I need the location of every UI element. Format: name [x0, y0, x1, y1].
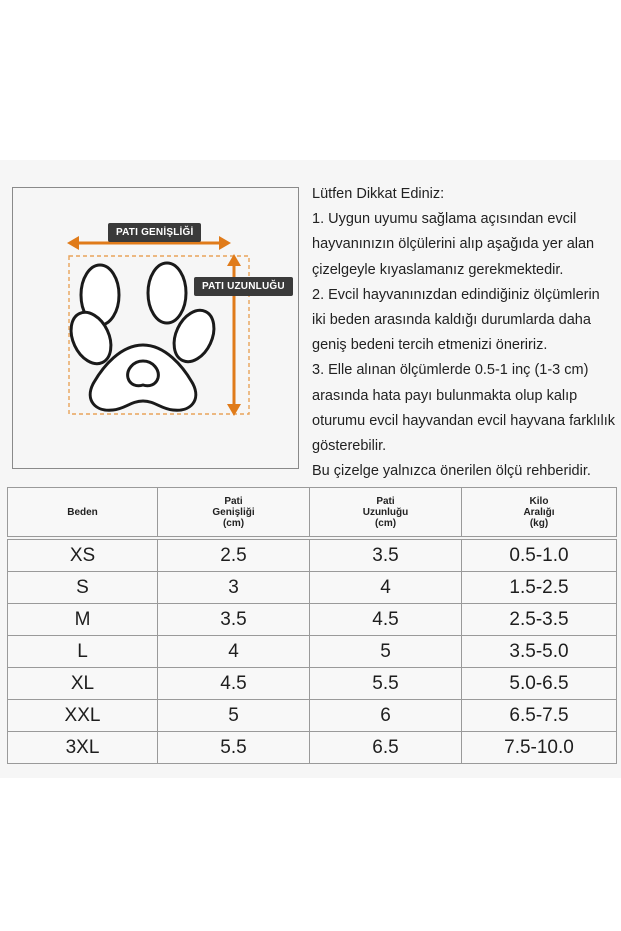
cell-weight: 2.5-3.5 [462, 604, 617, 636]
cell-paw-length: 5 [310, 636, 462, 668]
width-arrow-head-left [67, 236, 79, 250]
cell-paw-width: 3 [158, 572, 310, 604]
width-label: PATI GENİŞLİĞİ [108, 223, 201, 242]
paw-toe-2 [148, 263, 186, 323]
header-paw-length: Pati Uzunluğu (cm) [310, 488, 462, 537]
table-row [8, 540, 617, 572]
note-item-1: 1. Uygun uyumu sağlama açısından evcil hayvanınızın ölçülerini alıp aşağıda yer alan çizelgeyle kıyaslamanız gerekmektedir. [312, 211, 595, 278]
width-arrow-head-right [219, 236, 231, 250]
table-row [8, 700, 617, 732]
cell-paw-length: 6 [310, 700, 462, 732]
table-row [8, 572, 617, 604]
header-paw-width: Pati Genişliği (cm) [158, 488, 310, 537]
note-item-2: 2. Evcil hayvanınızdan edindiğiniz ölçümlerin iki beden arasında kaldığı durumlarda daha geniş bedeni tercih etmenizi öneririz. [312, 286, 600, 354]
cell-weight: 0.5-1.0 [462, 540, 617, 572]
cell-size: XS [8, 540, 158, 572]
cell-paw-width: 3.5 [158, 604, 310, 636]
header-weight-range: Kilo Aralığı (kg) [462, 488, 617, 537]
cell-weight: 7.5-10.0 [462, 732, 617, 764]
paw-pad-inner [128, 361, 159, 386]
size-table [7, 487, 617, 764]
header-size: Beden [8, 488, 158, 537]
cell-size: L [8, 636, 158, 668]
cell-size: XXL [8, 700, 158, 732]
cell-paw-length: 3.5 [310, 540, 462, 572]
cell-size: S [8, 572, 158, 604]
cell-paw-length: 5.5 [310, 668, 462, 700]
cell-paw-length: 6.5 [310, 732, 462, 764]
table-row [8, 668, 617, 700]
cell-paw-width: 5 [158, 700, 310, 732]
length-label: PATI UZUNLUĞU [194, 277, 293, 296]
cell-paw-length: 4 [310, 572, 462, 604]
table-row [8, 604, 617, 636]
cell-size: XL [8, 668, 158, 700]
cell-paw-width: 2.5 [158, 540, 310, 572]
cell-paw-width: 4 [158, 636, 310, 668]
table-row [8, 732, 617, 764]
note-item-4: Bu çizelge yalnızca önerilen ölçü rehberidir. [312, 463, 591, 480]
cell-size: 3XL [8, 732, 158, 764]
cell-weight: 6.5-7.5 [462, 700, 617, 732]
table-header-row [8, 488, 617, 537]
table-row [8, 636, 617, 668]
note-item-3: 3. Elle alınan ölçümlerde 0.5-1 inç (1-3 cm) arasında hata payı bulunmakta olup kalıp oturumu evcil hayvandan evcil hayvana farklılık gösterebilir. [312, 362, 616, 455]
cell-paw-width: 5.5 [158, 732, 310, 764]
cell-paw-width: 4.5 [158, 668, 310, 700]
cell-weight: 5.0-6.5 [462, 668, 617, 700]
cell-size: M [8, 604, 158, 636]
cell-weight: 1.5-2.5 [462, 572, 617, 604]
notes-title: Lütfen Dikkat Ediniz: [312, 186, 445, 202]
paw-diagram [12, 187, 299, 469]
cell-weight: 3.5-5.0 [462, 636, 617, 668]
cell-paw-length: 4.5 [310, 604, 462, 636]
notes-block [312, 182, 617, 484]
